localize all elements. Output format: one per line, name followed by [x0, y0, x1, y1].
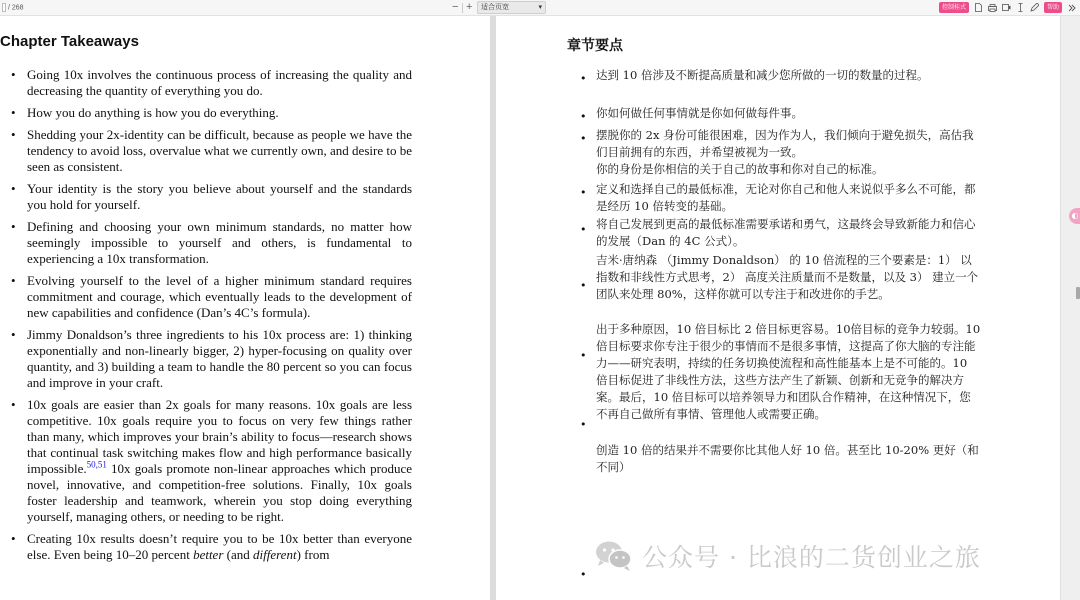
print-icon[interactable]: [988, 3, 997, 13]
page-indicator[interactable]: [2, 3, 24, 12]
toolbar-actions: [939, 1, 1076, 14]
translation-item: 你的身份是你相信的关于自己的故事和你对自己的标准。: [596, 162, 884, 176]
scrollbar-track[interactable]: [1060, 16, 1080, 600]
bullet-glyph: •: [580, 349, 587, 362]
list-item: [27, 531, 412, 563]
bullet-glyph: •: [580, 72, 587, 85]
zoom-mode-value: 适合页宽: [481, 3, 509, 11]
translation-item: 定义和选择自己的最低标准，无论对你自己和他人来说似乎多么不可能，都是经历 10 倍转变的基础。: [596, 182, 976, 213]
translation-item: 吉米·唐纳森 （Jimmy Donaldson） 的 10 倍流程的三个要素是：1） 以指数和非线性方式思考，2） 高度关注质量而不是数量，以及 3） 建立一个团队来处理 80%，这样你就可以专注于和改进你的手艺。: [596, 253, 979, 301]
translation-item: 将自己发展到更高的最低标准需要承诺和勇气，这最终会导致新能力和信心的发展（Dan 的 4C 公式）。: [596, 217, 976, 248]
page-icon[interactable]: [974, 3, 983, 13]
list-item: • Your identity is the story you believe about yourself and the standards you hold for yourself.: [27, 181, 412, 213]
mode-button[interactable]: 控制桂式: [939, 2, 969, 13]
takeaways-list: [27, 67, 412, 569]
text-cursor-icon[interactable]: [1016, 3, 1025, 13]
watermark-text: 公众号 · 比浪的二货创业之旅: [642, 543, 981, 572]
bullet-glyph: •: [580, 568, 587, 581]
toolbar: [0, 0, 1080, 16]
page-count: / 268: [7, 4, 24, 12]
bullet-glyph: •: [580, 186, 587, 199]
emphasis-text: different: [253, 547, 297, 562]
bullet-glyph: •: [580, 223, 587, 236]
list-item-text: 10x goals are easier than 2x goals for many reasons. 10x goals are less competitive. 10x goals require you to focus on very few things rather than many, which improves your brain’s ability to focus—research shows that continual task switching makes flow and high performance basically impossible.: [27, 397, 412, 476]
list-item: • Shedding your 2x-identity can be difficult, because as people we have the tendency to avoid loss, overvalue what we currently own, and desire to be seen as consistent.: [27, 127, 412, 175]
list-item: [27, 397, 412, 525]
list-item: • Defining and choosing your own minimum standards, no matter how seemingly impossible to yourself and others, is fundamental to experiencing a 10x transformation.: [27, 219, 412, 267]
bullet-glyph: •: [580, 110, 587, 123]
english-page[interactable]: [0, 16, 490, 600]
chevron-down-icon: ▾: [538, 3, 542, 11]
list-item: • Going 10x involves the continuous process of increasing the quality and decreasing the quantity of everything you do.: [27, 67, 412, 99]
pen-icon[interactable]: [1030, 3, 1039, 13]
zoom-in-button[interactable]: +: [466, 1, 473, 13]
list-item: • How you do anything is how you do everything.: [27, 105, 412, 121]
floating-assistant-icon[interactable]: ◐: [1069, 208, 1080, 224]
zoom-out-button[interactable]: −: [452, 1, 459, 13]
list-item: • Evolving yourself to the level of a higher minimum standard requires commitment and courage, which eventually leads to the development of new capabilities and confidence (Dan’s 4C’s formula).: [27, 273, 412, 321]
chapter-takeaways-heading-zh: 章节要点: [567, 38, 623, 54]
bullet-glyph: •: [580, 418, 587, 431]
scrollbar-thumb[interactable]: [1076, 287, 1080, 299]
translation-item: 摆脱你的 2x 身份可能很困难，因为作为人，我们倾向于避免损失，高估我们目前拥有的东西，并希望被视为一致。: [596, 128, 974, 159]
translation-item: 出于多种原因，10 倍目标比 2 倍目标更容易。10倍目标的竞争力较弱。10 倍目标要求你专注于很少的事情而不是很多事情，这提高了你大脑的专注能力——研究表明，持续的任务切换使流程和高性能基本上是不可能的。10 倍目标促进了非线性方法，这些方法产生了新颖、创新和无竞争的解决方案。最后，10 倍目标可以培养领导力和团队合作精神，在这种情况下，您不再自己做所有事情、管理他人或需要正确。: [596, 322, 981, 421]
page-number-input[interactable]: [2, 3, 6, 12]
bullet-glyph: •: [580, 132, 587, 145]
camera-icon[interactable]: [1002, 3, 1011, 13]
translation-item: 达到 10 倍涉及不断提高质量和减少您所做的一切的数量的过程。: [596, 68, 929, 82]
translation-item: 创造 10 倍的结果并不需要你比其他人好 10 倍。甚至比 10-20% 更好（和不同）: [596, 443, 979, 474]
zoom-mode-select[interactable]: [477, 1, 546, 14]
list-item-text: ) from: [296, 547, 330, 562]
emphasis-text: better: [193, 547, 224, 562]
list-item-text: 10x goals promote non-linear approaches which produce novel, innovative, and competition-free solutions. Finally, 10x goals foster leadership and teamwork, wherein you stop doing everything yourself, managing others, or needing to be right.: [27, 461, 412, 524]
translation-item: 你如何做任何事情就是你如何做每件事。: [596, 106, 803, 120]
citation-link[interactable]: 50,51: [86, 459, 107, 470]
list-item-text: Creating 10x results doesn’t require you to be 10x better than everyone else. Even being 10–20 percent: [27, 531, 412, 562]
wechat-icon: [594, 540, 634, 572]
toolbar-divider: [462, 3, 463, 13]
chinese-page[interactable]: [496, 16, 1060, 600]
list-item-text: (and: [223, 547, 253, 562]
chapter-takeaways-heading: Chapter Takeaways: [0, 33, 139, 50]
watermark: [594, 538, 981, 574]
expand-icon[interactable]: [1067, 3, 1076, 13]
list-item: • Jimmy Donaldson’s three ingredients to his 10x process are: 1) thinking exponentially and non-linearly bigger, 2) hyper-focusing on quality over quantity, and 3) building a team to handle the 80 percent so you can focus and improve in your craft.: [27, 327, 412, 391]
help-button[interactable]: 帮助: [1044, 2, 1062, 13]
bullet-glyph: •: [580, 279, 587, 292]
